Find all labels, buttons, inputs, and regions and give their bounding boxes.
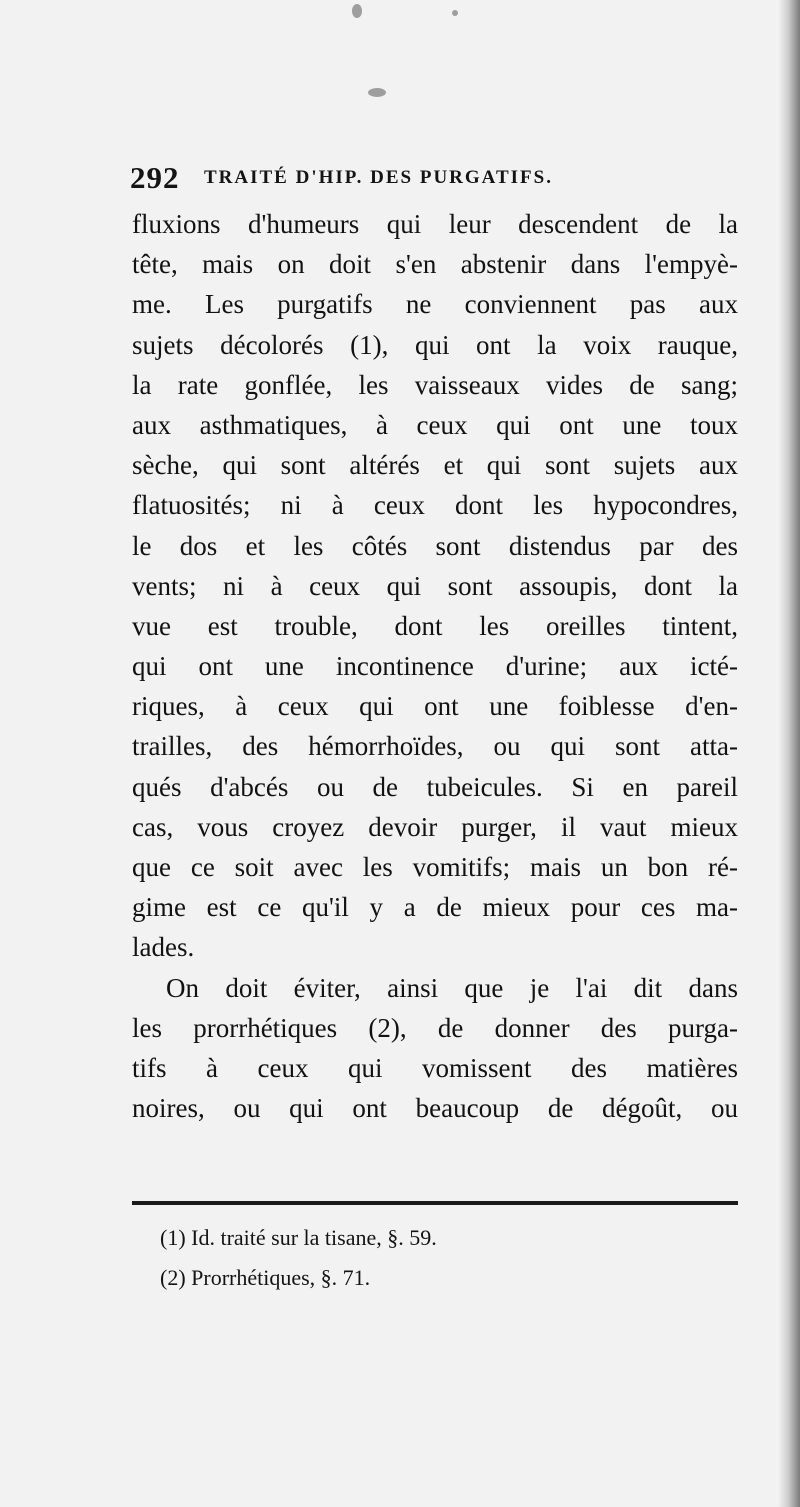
text-line: me. Les purgatifs ne conviennent pas aux	[132, 289, 738, 320]
text-line: vue est trouble, dont les oreilles tintent,	[132, 610, 738, 641]
text-line: que ce soit avec les vomitifs; mais un bon ré-	[132, 852, 738, 882]
ink-speck	[352, 4, 362, 18]
footnotes	[160, 1218, 720, 1298]
footnote: (2) Prorrhétiques, §. 71.	[160, 1265, 371, 1290]
text-line: qui ont une incontinence d'urine; aux icté-	[132, 651, 738, 682]
running-head	[130, 158, 750, 198]
text-line: fluxions d'humeurs qui leur descendent de la	[132, 209, 738, 239]
text-line: sujets décolorés (1), qui ont la voix rauque,	[132, 329, 738, 360]
text-line: gime est ce qu'il y a de mieux pour ces ma-	[132, 892, 738, 923]
text-line: sèche, qui sont altérés et qui sont sujets aux	[132, 450, 738, 481]
text-line: lades.	[132, 932, 195, 963]
text-line: la rate gonflée, les vaisseaux vides de sang;	[132, 369, 738, 400]
text-line: tête, mais on doit s'en abstenir dans l'empyè-	[132, 249, 738, 280]
text-line: flatuosités; ni à ceux dont les hypocondres,	[132, 490, 738, 521]
running-title: TRAITÉ D'HIP. DES PURGATIFS.	[204, 167, 553, 188]
footnote: (1) Id. traité sur la tisane, §. 59.	[160, 1225, 437, 1250]
ink-speck	[368, 88, 386, 97]
paragraph	[132, 968, 738, 1129]
footnote-divider	[132, 1201, 738, 1205]
text-line: vents; ni à ceux qui sont assoupis, dont la	[132, 570, 738, 601]
main-text	[132, 204, 738, 1128]
text-line: qués d'abcés ou de tubeicules. Si en pareil	[132, 771, 738, 802]
text-line: tifs à ceux qui vomissent des matières	[132, 1052, 738, 1083]
page-gutter-shadow	[778, 0, 800, 1507]
text-line: trailles, des hémorrhoïdes, ou qui sont atta-	[132, 731, 738, 762]
ink-speck	[452, 10, 458, 16]
text-line: noires, ou qui ont beaucoup de dégoût, ou	[132, 1093, 738, 1124]
paragraph	[132, 204, 738, 968]
text-line: le dos et les côtés sont distendus par des	[132, 530, 738, 561]
text-line: riques, à ceux qui ont une foiblesse d'en-	[132, 691, 738, 722]
text-line: cas, vous croyez devoir purger, il vaut mieux	[132, 811, 738, 842]
text-line: On doit éviter, ainsi que je l'ai dit dans	[166, 972, 738, 1003]
page-number: 292	[130, 160, 180, 195]
text-line: les prorrhétiques (2), de donner des purga-	[132, 1012, 738, 1043]
text-line: aux asthmatiques, à ceux qui ont une toux	[132, 409, 738, 440]
